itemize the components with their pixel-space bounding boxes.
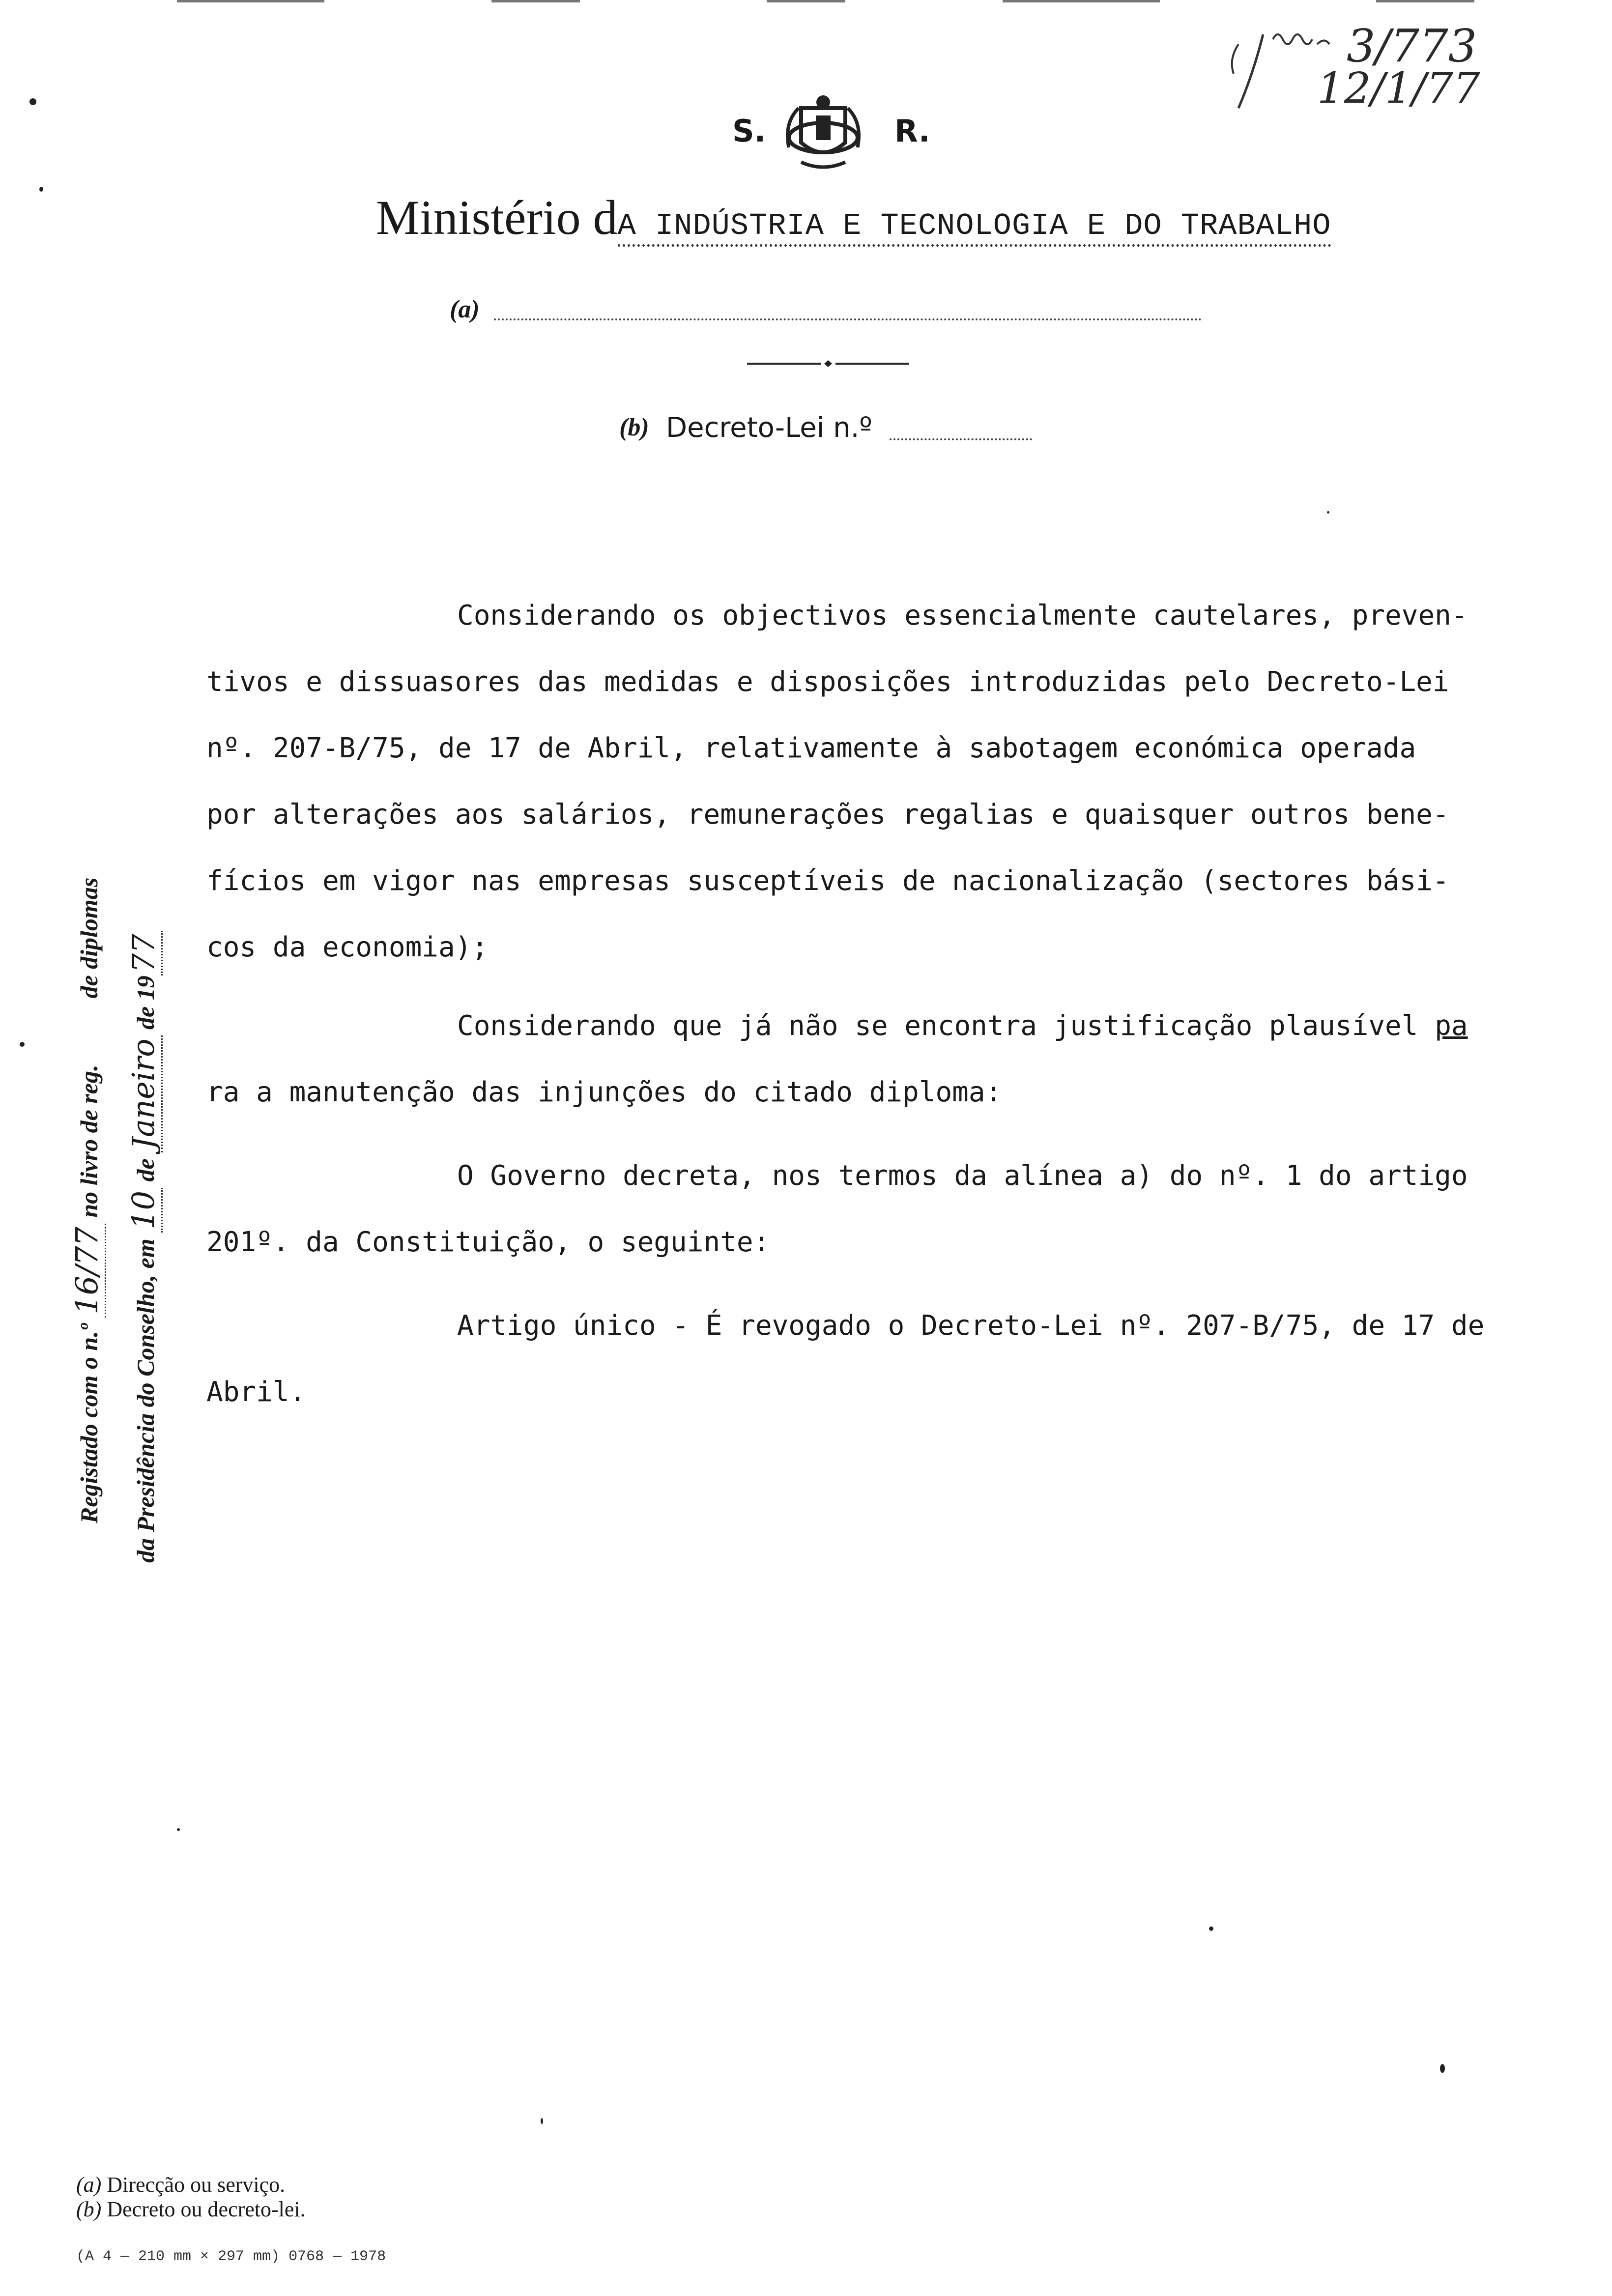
handwritten-date: 12/1/77 xyxy=(1317,64,1480,113)
header-letter-s: S. xyxy=(732,113,766,149)
paragraph-2-underlined: pa xyxy=(1435,1010,1468,1042)
scan-speck xyxy=(541,2118,543,2124)
book-text: no livro de reg. xyxy=(75,1064,103,1218)
paragraph-1-line-1: Considerando os objectivos essencialmente cautelares, preven- xyxy=(457,600,1468,631)
paragraph-2-line-1 xyxy=(457,1010,1468,1042)
paragraph-1-line-6: cos da economia); xyxy=(206,931,489,963)
header-letter-r: R. xyxy=(894,113,930,149)
footnote-a xyxy=(76,2172,285,2197)
paragraph-1-line-3: nº. 207-B/75, de 17 de Abril, relativamente à sabotagem económica operada xyxy=(206,732,1416,764)
year-prefix: de 19 xyxy=(132,976,159,1030)
paragraph-2-line-1-text: Considerando que já não se encontra justificação plausível xyxy=(457,1010,1435,1042)
footnote-a-text: Direcção ou serviço. xyxy=(107,2173,286,2197)
scan-edge-mark xyxy=(491,0,580,2)
paragraph-3-line-2: 201º. da Constituição, o seguinte: xyxy=(206,1226,770,1258)
scan-speck xyxy=(1209,1926,1213,1931)
ornament-divider xyxy=(747,359,909,369)
paragraph-1-line-2: tivos e dissuasores das medidas e disposições introduzidas pelo Decreto-Lei xyxy=(206,666,1449,698)
ministry-name: A INDÚSTRIA E TECNOLOGIA E DO TRABALHO xyxy=(618,208,1331,247)
field-a-marker: (a) xyxy=(450,295,480,323)
form-code: (A 4 — 210 mm × 297 mm) 0768 — 1978 xyxy=(76,2248,386,2265)
registration-margin-note xyxy=(69,878,106,1523)
footnote-a-marker: (a) xyxy=(76,2173,102,2197)
footnote-b-text: Decreto ou decreto-lei. xyxy=(107,2197,306,2221)
handwritten-protocol-number: 3/773 xyxy=(1347,20,1477,72)
coat-of-arms-icon xyxy=(781,88,865,172)
registration-number: 16/77 xyxy=(69,1224,106,1318)
scan-speck xyxy=(177,1828,180,1831)
registration-year: 77 xyxy=(125,931,163,976)
paragraph-3-line-1: O Governo decreta, nos termos da alínea a) do nº. 1 do artigo xyxy=(457,1160,1468,1192)
field-a-blank xyxy=(494,318,1202,320)
registration-prefix: Registado com o n.º xyxy=(75,1323,103,1523)
scan-edge-mark xyxy=(177,0,324,2)
scan-edge-mark xyxy=(1003,0,1160,2)
scan-speck xyxy=(29,98,36,105)
handwritten-protocol-annotation xyxy=(1219,15,1563,113)
paragraph-1-line-4: por alterações aos salários, remunerações regalias e quaisquer outros bene- xyxy=(206,799,1449,831)
paragraph-2-line-2: ra a manutenção das injunções do citado diploma: xyxy=(206,1076,1002,1108)
ministry-label: Ministério d xyxy=(376,190,618,245)
scan-speck xyxy=(1440,2064,1445,2073)
registration-day: 10 xyxy=(125,1188,163,1233)
field-b-marker: (b) xyxy=(619,413,649,441)
decree-number-blank xyxy=(890,438,1032,440)
scan-speck xyxy=(1327,511,1329,514)
registration-month: Janeiro xyxy=(125,1035,163,1152)
de-text: de xyxy=(132,1158,159,1182)
scan-edge-mark xyxy=(767,0,845,2)
article-line-2: Abril. xyxy=(206,1376,306,1408)
article-line-1: Artigo único - É revogado o Decreto-Lei nº. 207-B/75, de 17 de xyxy=(457,1310,1485,1342)
footnote-b xyxy=(76,2197,306,2222)
paragraph-1-line-5: fícios em vigor nas empresas susceptíveis de nacionalização (sectores bási- xyxy=(206,865,1449,897)
scan-speck xyxy=(39,187,43,192)
diplomas-text: de diplomas xyxy=(75,877,103,999)
presidency-margin-note xyxy=(125,931,163,1563)
scan-speck xyxy=(20,1042,25,1047)
decree-label: Decreto-Lei n.º xyxy=(666,412,872,444)
presidency-text: da Presidência do Conselho, em xyxy=(132,1238,159,1563)
scan-edge-mark xyxy=(1376,0,1474,2)
ministry-line xyxy=(376,189,1331,246)
footnote-b-marker: (b) xyxy=(76,2197,102,2221)
